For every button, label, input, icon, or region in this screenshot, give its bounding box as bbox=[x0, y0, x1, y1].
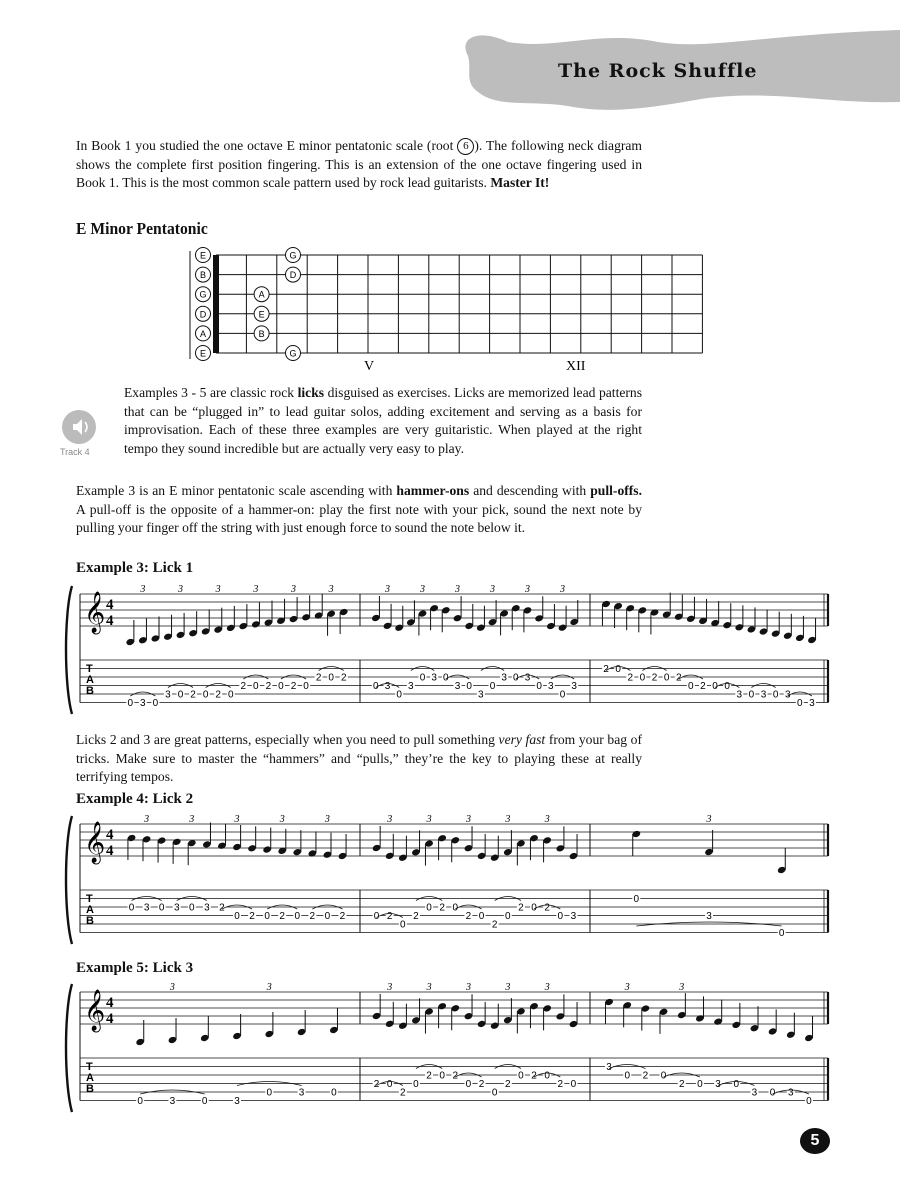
tab-number: 0 bbox=[724, 681, 730, 692]
tab-number: 0 bbox=[324, 911, 331, 922]
tab-number: 2 bbox=[603, 664, 609, 675]
scale-note-dot bbox=[196, 306, 211, 321]
tab-number: 0 bbox=[303, 681, 309, 692]
tab-clef-letter: A bbox=[86, 904, 94, 916]
tab-number: 0 bbox=[660, 1070, 667, 1082]
tab-number: 0 bbox=[158, 902, 165, 914]
tab-number: 0 bbox=[253, 681, 259, 692]
licks-intro-text-1: Examples 3 - 5 are classic rock bbox=[124, 385, 298, 400]
root-string-circle: 6 bbox=[457, 138, 474, 155]
tab-number: 2 bbox=[518, 902, 524, 914]
intro-text-2: ). The following neck diagram shows the complete first position fingering. This is an extension of the one octave fingering used in Book 1. This is the most common scale pattern used by rock lead guitarists. bbox=[76, 138, 642, 191]
tab-number: 0 bbox=[518, 1070, 524, 1082]
tab-number: 3 bbox=[715, 1079, 721, 1090]
tab-number: 0 bbox=[505, 911, 511, 922]
example-4-system bbox=[62, 812, 842, 948]
tab-number: 2 bbox=[439, 902, 445, 914]
tab-number: 3 bbox=[570, 911, 577, 922]
scale-note-dot bbox=[286, 267, 301, 282]
example-3-system bbox=[62, 582, 842, 718]
tab-number: 3 bbox=[431, 672, 437, 684]
tab-number: 2 bbox=[675, 672, 682, 684]
triplet-mark: 3 bbox=[426, 814, 432, 825]
licks-2-3-text-2: from your bag of tricks. Make sure to master the “hammers” and “pulls,” they’re the key to playing these at really terrifying tempos. bbox=[76, 732, 642, 785]
tab-number: 0 bbox=[202, 689, 209, 701]
position-marker-v: V bbox=[364, 359, 375, 374]
page-number: 5 bbox=[800, 1128, 830, 1154]
triplet-mark: 3 bbox=[140, 584, 146, 595]
tab-number: 2 bbox=[309, 911, 316, 922]
tab-number: 2 bbox=[426, 1070, 432, 1082]
triplet-mark: 3 bbox=[525, 584, 530, 595]
triplet-mark: 3 bbox=[706, 814, 712, 825]
licks-intro-text-2: disguised as exercises. Licks are memorized lead patterns that can be “plugged in” to lead guitar solos, adding excitement and serving as a basis for improvisation. Each of these three examples are very guitaristic. When played at the right tempo they sound incredible but are actually very easy to play. bbox=[124, 385, 642, 456]
tab-number: 0 bbox=[331, 1087, 337, 1099]
tab-clef-letter: A bbox=[86, 1072, 94, 1084]
tab-number: 0 bbox=[733, 1079, 740, 1090]
triplet-mark: 3 bbox=[253, 584, 259, 595]
tab-number: 0 bbox=[478, 911, 485, 922]
example-5-system bbox=[62, 980, 842, 1116]
scale-note-dot bbox=[196, 248, 211, 263]
example3-text-1: Example 3 is an E minor pentatonic scale ascending with bbox=[76, 483, 397, 498]
tab-number: 0 bbox=[769, 1087, 776, 1099]
triplet-mark: 3 bbox=[624, 982, 630, 993]
tab-number: 0 bbox=[544, 1070, 550, 1082]
tab-number: 0 bbox=[557, 911, 564, 922]
example-4-title: Example 4: Lick 2 bbox=[76, 791, 194, 807]
scale-note-label: D bbox=[199, 309, 207, 320]
scale-note-dot bbox=[254, 326, 269, 341]
time-signature-bottom: 4 bbox=[106, 613, 114, 629]
triplet-mark: 3 bbox=[387, 814, 393, 825]
tab-number: 0 bbox=[778, 928, 785, 939]
tab-number: 3 bbox=[234, 1096, 240, 1107]
scale-note-dot bbox=[254, 287, 269, 302]
triplet-mark: 3 bbox=[328, 584, 334, 595]
tab-number: 2 bbox=[279, 911, 285, 922]
tab-number: 3 bbox=[204, 902, 210, 914]
tab-number: 0 bbox=[570, 1079, 577, 1090]
audio-track-icon[interactable] bbox=[62, 410, 96, 444]
tab-number: 3 bbox=[478, 689, 484, 701]
tab-clef-letter: B bbox=[86, 915, 94, 927]
triplet-mark: 3 bbox=[279, 814, 285, 825]
tab-number: 0 bbox=[264, 911, 270, 922]
tab-number: 2 bbox=[315, 672, 322, 684]
tab-number: 0 bbox=[639, 672, 646, 684]
tab-number: 2 bbox=[678, 1079, 685, 1090]
tab-number: 3 bbox=[606, 1062, 612, 1073]
time-signature-bottom: 4 bbox=[106, 1011, 114, 1027]
tab-number: 3 bbox=[548, 681, 554, 692]
tab-number: 0 bbox=[452, 902, 459, 914]
tab-number: 2 bbox=[651, 672, 658, 684]
tab-number: 3 bbox=[706, 911, 712, 922]
example3-paragraph bbox=[76, 482, 642, 538]
tab-number: 2 bbox=[531, 1070, 537, 1082]
tab-number: 2 bbox=[413, 911, 419, 922]
tab-number: 0 bbox=[201, 1096, 208, 1107]
example-5-title: Example 5: Lick 3 bbox=[76, 960, 194, 976]
scale-note-dot bbox=[254, 306, 269, 321]
tab-number: 3 bbox=[454, 681, 461, 692]
tab-number: 0 bbox=[688, 681, 694, 692]
tab-number: 0 bbox=[400, 919, 406, 931]
treble-clef: 𝄞 bbox=[84, 990, 106, 1031]
very-fast-italic: very fast bbox=[498, 732, 546, 747]
tab-number: 3 bbox=[140, 698, 146, 709]
treble-clef: 𝄞 bbox=[84, 822, 106, 863]
tab-number: 0 bbox=[419, 672, 426, 684]
scale-note-label: A bbox=[199, 328, 207, 339]
triplet-mark: 3 bbox=[505, 982, 511, 993]
scale-note-label: G bbox=[289, 250, 297, 261]
tab-number: 2 bbox=[386, 911, 393, 922]
tab-number: 0 bbox=[396, 689, 402, 701]
triplet-mark: 3 bbox=[178, 584, 183, 595]
tab-number: 3 bbox=[787, 1087, 794, 1099]
example3-text-3: A pull-off is the opposite of a hammer-on: play the first note with your pick, sound the next note by pulling your finger off the string with just enough force to sound the note below it. bbox=[76, 501, 642, 536]
triplet-mark: 3 bbox=[169, 982, 175, 993]
tab-number: 0 bbox=[234, 911, 240, 922]
tab-number: 0 bbox=[127, 698, 134, 709]
scale-note-label: A bbox=[258, 289, 265, 300]
tab-number: 3 bbox=[173, 902, 180, 914]
scale-note-label: E bbox=[199, 348, 207, 359]
time-signature-top: 4 bbox=[106, 597, 114, 613]
tab-clef-letter: B bbox=[86, 1083, 94, 1095]
triplet-mark: 3 bbox=[560, 584, 565, 595]
tab-number: 3 bbox=[384, 681, 391, 692]
tab-number: 2 bbox=[190, 689, 196, 701]
scale-heading: E Minor Pentatonic bbox=[76, 219, 208, 238]
triplet-mark: 3 bbox=[465, 982, 471, 993]
tab-number: 2 bbox=[219, 902, 225, 914]
tab-number: 0 bbox=[137, 1096, 143, 1107]
tab-number: 2 bbox=[265, 681, 272, 692]
licks-bold: licks bbox=[297, 385, 325, 400]
tab-number: 2 bbox=[465, 911, 472, 922]
triplet-mark: 3 bbox=[679, 982, 685, 993]
scale-note-dot bbox=[196, 326, 211, 341]
tab-number: 0 bbox=[806, 1096, 812, 1107]
tab-number: 0 bbox=[465, 1079, 472, 1090]
tab-number: 0 bbox=[797, 698, 803, 709]
triplet-mark: 3 bbox=[189, 814, 195, 825]
page-title: The Rock Shuffle bbox=[558, 60, 758, 82]
tab-number: 0 bbox=[466, 681, 472, 692]
tab-number: 2 bbox=[478, 1079, 485, 1090]
scale-note-label: G bbox=[199, 289, 207, 300]
tab-number: 0 bbox=[443, 672, 449, 684]
licks-2-3-text-1: Licks 2 and 3 are great patterns, especially when you need to pull something bbox=[76, 732, 499, 747]
treble-clef: 𝄞 bbox=[84, 592, 106, 633]
tab-number: 0 bbox=[373, 911, 380, 922]
tab-number: 0 bbox=[531, 902, 537, 914]
scale-note-label: E bbox=[199, 250, 207, 261]
tab-number: 0 bbox=[697, 1079, 703, 1090]
tab-number: 0 bbox=[491, 1087, 498, 1099]
tab-number: 2 bbox=[491, 919, 498, 931]
system-brace bbox=[66, 984, 72, 1112]
system-brace bbox=[66, 586, 72, 714]
tab-number: 2 bbox=[700, 681, 706, 692]
tab-clef-letter: B bbox=[86, 685, 94, 697]
tab-number: 0 bbox=[128, 902, 135, 914]
tab-number: 0 bbox=[663, 672, 670, 684]
position-marker-xii: XII bbox=[566, 359, 586, 374]
time-signature-top: 4 bbox=[106, 995, 114, 1011]
tab-number: 0 bbox=[386, 1079, 393, 1090]
tab-number: 3 bbox=[408, 681, 414, 692]
neck-diagram bbox=[186, 243, 720, 375]
tab-number: 2 bbox=[240, 681, 247, 692]
tab-clef-letter: T bbox=[86, 893, 93, 905]
tab-number: 3 bbox=[571, 681, 577, 692]
tab-number: 0 bbox=[266, 1087, 273, 1099]
intro-paragraph bbox=[76, 137, 642, 193]
tab-number: 3 bbox=[165, 689, 171, 701]
triplet-mark: 3 bbox=[426, 982, 432, 993]
scale-note-dot bbox=[286, 346, 301, 361]
tab-number: 3 bbox=[501, 672, 507, 684]
triplet-mark: 3 bbox=[420, 584, 425, 595]
tab-number: 0 bbox=[536, 681, 542, 692]
triplet-mark: 3 bbox=[505, 814, 511, 825]
triplet-mark: 3 bbox=[544, 982, 550, 993]
tab-number: 3 bbox=[143, 902, 150, 914]
tab-number: 2 bbox=[452, 1070, 459, 1082]
tab-number: 2 bbox=[400, 1087, 406, 1099]
tab-number: 2 bbox=[557, 1079, 564, 1090]
tab-number: 3 bbox=[298, 1087, 305, 1099]
tab-number: 3 bbox=[784, 689, 791, 701]
scale-note-dot bbox=[196, 287, 211, 302]
triplet-mark: 3 bbox=[291, 584, 296, 595]
tab-number: 2 bbox=[373, 1079, 380, 1090]
tab-clef-letter: T bbox=[86, 663, 93, 675]
scale-note-label: D bbox=[289, 270, 297, 281]
triplet-mark: 3 bbox=[544, 814, 550, 825]
scale-note-dot bbox=[196, 346, 211, 361]
tab-number: 0 bbox=[278, 681, 284, 692]
tab-number: 0 bbox=[633, 894, 640, 905]
tab-number: 0 bbox=[615, 664, 621, 675]
tab-number: 0 bbox=[439, 1070, 445, 1082]
tab-number: 3 bbox=[760, 689, 767, 701]
scale-note-label: E bbox=[258, 309, 265, 320]
triplet-mark: 3 bbox=[215, 584, 221, 595]
tab-number: 2 bbox=[642, 1070, 649, 1082]
triplet-mark: 3 bbox=[266, 982, 272, 993]
tab-clef-letter: T bbox=[86, 1061, 93, 1073]
tab-number: 0 bbox=[294, 911, 301, 922]
tab-number: 0 bbox=[712, 681, 718, 692]
intro-text-1: In Book 1 you studied the one octave E minor pentatonic scale (root bbox=[76, 138, 458, 153]
triplet-mark: 3 bbox=[385, 584, 390, 595]
tab-number: 0 bbox=[748, 689, 755, 701]
tab-number: 3 bbox=[169, 1096, 176, 1107]
triplet-mark: 3 bbox=[490, 584, 495, 595]
triplet-mark: 3 bbox=[465, 814, 471, 825]
tab-clef-letter: A bbox=[86, 674, 94, 686]
time-signature-top: 4 bbox=[106, 827, 114, 843]
tab-number: 0 bbox=[559, 689, 566, 701]
time-signature-bottom: 4 bbox=[106, 843, 114, 859]
scale-note-label: B bbox=[258, 328, 265, 339]
tab-number: 0 bbox=[413, 1079, 419, 1090]
tab-number: 2 bbox=[544, 902, 550, 914]
hammer-ons-bold: hammer-ons bbox=[396, 483, 470, 498]
tab-number: 0 bbox=[328, 672, 334, 684]
scale-note-label: G bbox=[289, 348, 297, 359]
scale-note-dot bbox=[286, 248, 301, 263]
tab-number: 0 bbox=[772, 689, 779, 701]
tab-number: 0 bbox=[152, 698, 159, 709]
tab-number: 2 bbox=[290, 681, 297, 692]
triplet-mark: 3 bbox=[455, 584, 460, 595]
track-label: Track 4 bbox=[60, 447, 90, 457]
scale-note-dot bbox=[196, 267, 211, 282]
tab-number: 0 bbox=[373, 681, 379, 692]
triplet-mark: 3 bbox=[387, 982, 393, 993]
scale-note-label: B bbox=[199, 270, 207, 281]
tab-number: 0 bbox=[489, 681, 496, 692]
tab-number: 0 bbox=[189, 902, 195, 914]
licks-intro-paragraph bbox=[124, 384, 642, 458]
tab-number: 3 bbox=[751, 1087, 758, 1099]
tab-number: 0 bbox=[177, 689, 184, 701]
tab-number: 0 bbox=[513, 672, 519, 684]
licks-2-3-paragraph bbox=[76, 731, 642, 787]
tab-number: 2 bbox=[340, 672, 347, 684]
tab-number: 3 bbox=[524, 672, 531, 684]
triplet-mark: 3 bbox=[144, 814, 150, 825]
master-it-emphasis: Master It! bbox=[490, 175, 550, 191]
example3-text-2: and descending with bbox=[469, 483, 591, 498]
tab-number: 3 bbox=[809, 698, 815, 709]
tab-number: 2 bbox=[249, 911, 255, 922]
tab-number: 2 bbox=[339, 911, 346, 922]
tab-number: 0 bbox=[227, 689, 234, 701]
tab-number: 2 bbox=[505, 1079, 511, 1090]
system-brace bbox=[66, 816, 72, 944]
tab-number: 2 bbox=[627, 672, 634, 684]
triplet-mark: 3 bbox=[234, 814, 240, 825]
tab-number: 3 bbox=[736, 689, 743, 701]
triplet-mark: 3 bbox=[324, 814, 330, 825]
tab-number: 0 bbox=[426, 902, 432, 914]
tab-number: 2 bbox=[215, 689, 221, 701]
example-3-title: Example 3: Lick 1 bbox=[76, 560, 194, 576]
tab-number: 0 bbox=[624, 1070, 631, 1082]
pull-offs-bold: pull-offs. bbox=[590, 483, 642, 498]
